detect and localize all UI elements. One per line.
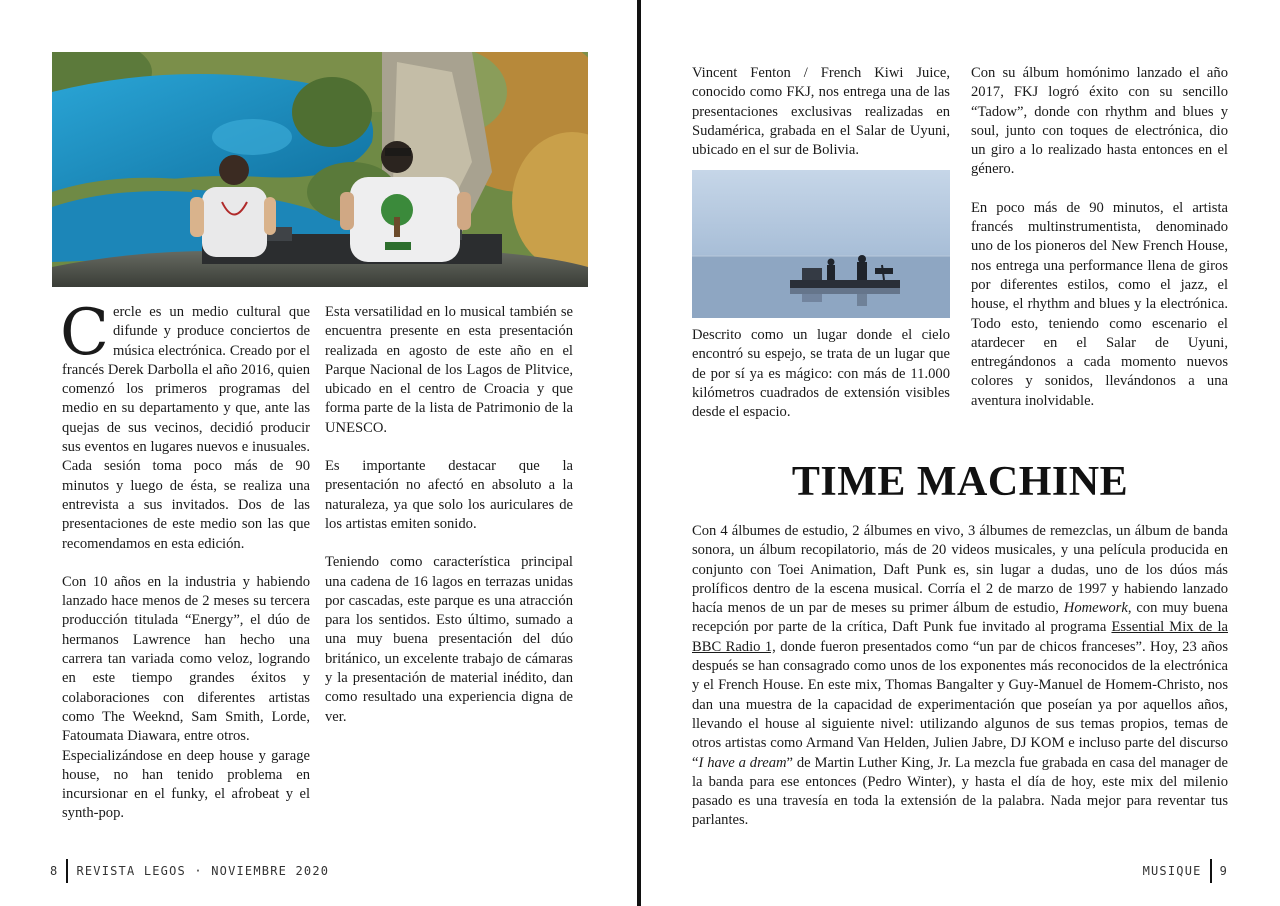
section-title: TIME MACHINE [791, 459, 1129, 505]
tadow-paragraph: Con su álbum homónimo lanzado el año 2017, FKJ logró éxito con su sencillo “Tadow”, donde con rhythm and blues y soul, junto con toques de electrónica, dio un giro a lo realizado hasta entonces en el género. [971, 65, 1228, 178]
salar-uyuni-photo [692, 170, 950, 318]
hero-photo-plitvice-djs [52, 52, 588, 287]
page-number-left: 8 [50, 864, 59, 878]
plitvice-paragraph: Esta versatilidad en lo musical también se encuentra presente en esta presentación realizada en agosto de este año en el Parque Nacional de los Lagos de Plitvice, ubicado en el centro de Croacia y que forma parte de la lista de Patrimonio de la UNESCO. [325, 304, 573, 436]
intro-paragraph [60, 296, 310, 554]
lakes-paragraph: Teniendo como característica principal una cadena de 16 lagos en terrazas unidas por cascadas, este parque es una atracción para los sentidos. Esto último, sumado a una muy buena presentación del dúo británico, un excelente trabajo de cámaras y la presentación de material inédito, dan como resultado una experiencia digna de ver. [325, 554, 573, 725]
footer-divider [66, 859, 68, 883]
right-page [642, 0, 1280, 906]
article-text-3: donde fueron presentados como “un par de chicos franceses”. Hoy, 23 años después se han consagrado como unos de los exponentes más reconocidos de la electrónica y el French House. En este mix, Thomas Bangalter y Guy-Manuel de Homem-Christo, nos dan una muestra de la capacidad de experimentación que poseían ya por aquellos años, llevando el house al siguiente nivel: utilizando algunos de sus temas propios, temas de otros artistas como Armand Van Helden, Julien Jabre, DJ KOM e incluso parte del discurso “ [692, 638, 1228, 771]
right-column-2 [971, 64, 1228, 411]
dropcap: C [60, 296, 109, 370]
article-text-2: , con muy buena recepción por parte de la crítica, Daft Punk fue invitado al programa [692, 600, 1228, 636]
fkj-paragraph: Vincent Fenton / French Kiwi Juice, conocido como FKJ, nos entrega una de las presentaciones exclusivas realizadas en Sudamérica, grabada en el Salar de Uyuni, ubicado en el sur de Bolivia. [692, 65, 950, 159]
hero-photo-illustration [52, 52, 588, 287]
article-text-1: Con 4 álbumes de estudio, 2 álbumes en vivo, 3 álbumes de remezclas, un álbum de banda sonora, un álbum recopilatorio, más de 20 videos musicales, y una película producida en conjunto con Toei Animation, Daft Punk es, sin lugar a dudas, uno de los dúos más prolíficos dentro de la escena musical. Corría el 2 de marzo de 1997 y habiendo lanzado hacía menos de un par de meses su primer álbum de estudio, [692, 523, 1228, 617]
footer-divider [1210, 859, 1212, 883]
essential-mix-link[interactable]: Essential Mix de la BBC Radio 1, [692, 619, 1228, 655]
left-footer [50, 858, 329, 884]
nature-paragraph: Es importante destacar que la presentación no afectó en absoluto a la naturaleza, ya que solo los auriculares de los artistas emiten sonido. [325, 458, 573, 532]
section-label: MUSIQUE [1142, 864, 1202, 878]
intro-paragraph-text: ercle es un medio cultural que difunde y produce conciertos de música electrónica. Creado por el francés Derek Darbolla el año 2016, quien comenzó los primeros programas del medio en su departamento y que, ante las quejas de sus vecinos, decidió producir sus eventos en lugares nuevos e inusuales. Cada sesión toma poco más de 90 minutos y luego de ésta, se realiza una entrevista a sus invitados. Dos de las presentaciones de este medio son las que recomendamos en esta edición. [62, 304, 310, 552]
dream-quote: I have a dream [698, 754, 787, 771]
salar-caption [692, 326, 950, 422]
left-column-2 [325, 303, 573, 727]
left-page [0, 0, 638, 906]
page-spine [637, 0, 641, 906]
daft-punk-article [692, 522, 1228, 831]
homework-title: Homework [1063, 600, 1128, 617]
salar-caption-text: Descrito como un lugar donde el cielo encontró su espejo, se trata de un lugar que de por sí ya es mágico: con más de 11.000 kilómetros cuadrados de extensión visibles desde el espacio. [692, 327, 950, 421]
energy-paragraph: Con 10 años en la industria y habiendo lanzado hace menos de 2 meses su tercera producción titulada “Energy”, el dúo de hermanos Lawrence han hecho una carrera tan variada como veloz, logrando en este tiempo grandes éxitos y colaboraciones con diferentes artistas como The Weeknd, Sam Smith, Lorde, Fatoumata Diawara, entre otros. [62, 573, 310, 745]
right-footer [1143, 858, 1228, 884]
right-column-1 [692, 64, 950, 160]
salar-photo-illustration [692, 170, 950, 318]
page-number-right: 9 [1219, 864, 1228, 878]
left-column-1 [60, 296, 310, 824]
performance-paragraph: En poco más de 90 minutos, el artista francés multinstrumentista, denominado uno de los pioneros del New French House, nos entrega una performance llena de giros por diferentes estilos, como el jazz, el house, el rhythm and blues y la electrónica. Todo esto, teniendo como escenario el atardecer en el Salar de Uyuni, entregándonos a cada momento nuevos colores y sonidos, llevándonos a una aventura inolvidable. [971, 199, 1228, 409]
daft-punk-paragraph [692, 522, 1228, 831]
magazine-label: REVISTA LEGOS · NOVIEMBRE 2020 [76, 864, 330, 878]
article-text-4: ” de Martin Luther King, Jr. La mezcla fue grabada en casa del manager de la banda para ese entonces (Pedro Winter), y hasta el día de hoy, este mix del milenio pasado es una travesía en toda la extensión de la palabra. Nada mejor para reventar tus parlantes. [692, 754, 1229, 829]
genres-paragraph: Especializándose en deep house y garage house, no han tenido problema en incursionar en el funky, el afrobeat y el synth-pop. [62, 747, 310, 822]
